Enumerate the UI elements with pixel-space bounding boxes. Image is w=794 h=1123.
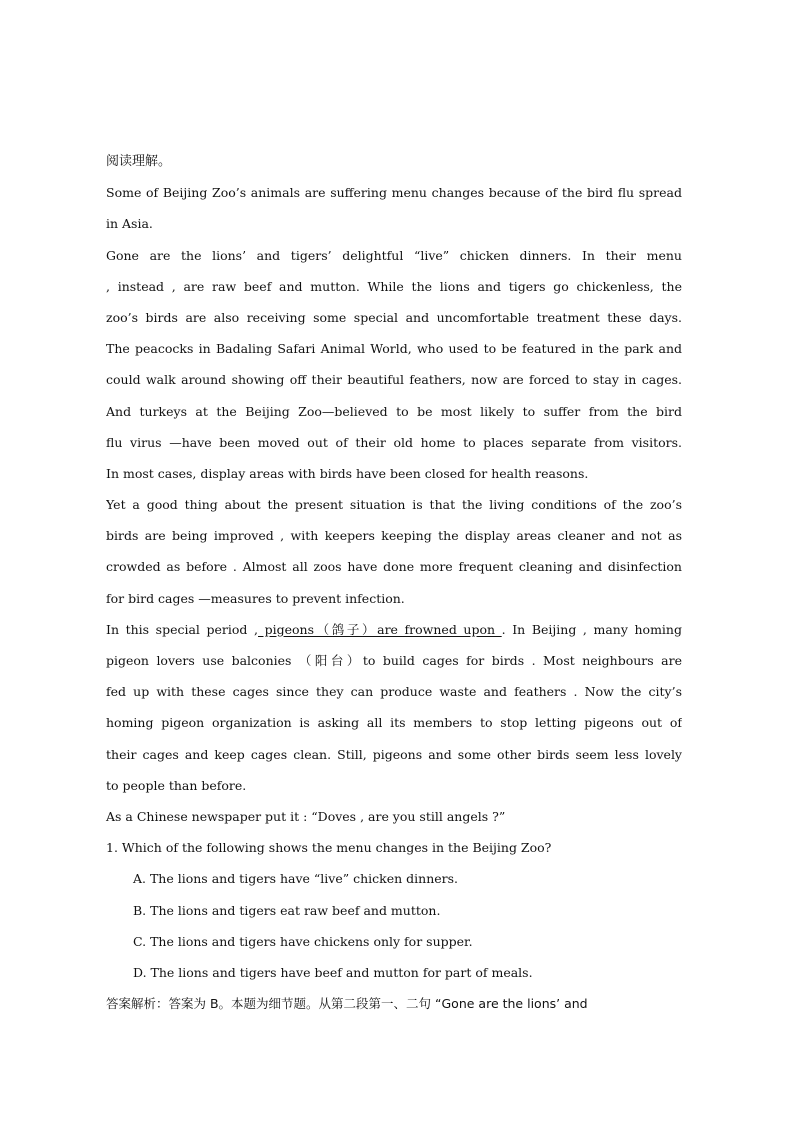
paragraph-line: birds are being improved , with keepers keeping the display areas cleaner and not as (106, 528, 682, 544)
paragraph-line: could walk around showing off their beautiful feathers, now are forced to stay in cages. (106, 372, 682, 388)
paragraph-line: their cages and keep cages clean. Still, pigeons and some other birds seem less lovely (106, 746, 682, 762)
paragraph-text: In this special period , (106, 621, 259, 637)
paragraph-line: Some of Beijing Zoo’s animals are suffering menu changes because of the bird flu spread (106, 185, 682, 201)
paragraph-line: flu virus —have been moved out of their old home to places separate from visitors. (106, 434, 682, 450)
paragraph-4 (106, 617, 682, 804)
option-a: A. The lions and tigers have “live” chicken dinners. (133, 871, 459, 887)
paragraph-5: As a Chinese newspaper put it : “Doves , are you still angels ?” (106, 808, 506, 824)
paragraph-line: for bird cages —measures to prevent infection. (106, 590, 405, 606)
paragraph-line (106, 617, 682, 648)
paragraph-line: crowded as before . Almost all zoos have done more frequent cleaning and disinfection (106, 559, 682, 575)
document-content (106, 149, 682, 1022)
answer-explanation: 答案解析：答案为 B。本题为细节题。从第二段第一、二句 “Gone are the lions’ and (106, 996, 588, 1012)
paragraph-line: And turkeys at the Beijing Zoo—believed to be most likely to suffer from the bird (106, 403, 682, 419)
paragraph-line: Gone are the lions’ and tigers’ delightful “live” chicken dinners. In their menu (106, 247, 682, 263)
paragraph-2 (106, 243, 682, 493)
paragraph-line: The peacocks in Badaling Safari Animal World, who used to be featured in the park and (106, 341, 682, 357)
paragraph-line: zoo’s birds are also receiving some special and uncomfortable treatment these days. (106, 309, 682, 325)
paragraph-3 (106, 492, 682, 617)
option-d: D. The lions and tigers have beef and mutton for part of meals. (133, 964, 533, 980)
section-title: 阅读理解。 (106, 154, 172, 169)
paragraph-text: . In Beijing , many homing (501, 621, 682, 637)
paragraph-line: homing pigeon organization is asking all its members to stop letting pigeons out of (106, 715, 682, 731)
paragraph-1 (106, 180, 682, 242)
paragraph-line: Yet a good thing about the present situation is that the living conditions of the zoo’s (106, 497, 682, 513)
paragraph-line: , instead , are raw beef and mutton. While the lions and tigers go chickenless, the (106, 278, 682, 294)
option-c: C. The lions and tigers have chickens only for supper. (133, 933, 473, 949)
paragraph-line: to people than before. (106, 777, 247, 793)
paragraph-line: in Asia. (106, 216, 153, 232)
paragraph-line: pigeon lovers use balconies （阳台）to build cages for birds . Most neighbours are (106, 653, 682, 668)
option-b: B. The lions and tigers eat raw beef and mutton. (133, 902, 441, 918)
question-text: 1. Which of the following shows the menu changes in the Beijing Zoo? (106, 840, 552, 856)
paragraph-line: In most cases, display areas with birds have been closed for health reasons. (106, 465, 589, 481)
underlined-phrase: pigeons（鸽子）are frowned upon (258, 621, 502, 637)
paragraph-line: fed up with these cages since they can produce waste and feathers . Now the city’s (106, 684, 682, 700)
